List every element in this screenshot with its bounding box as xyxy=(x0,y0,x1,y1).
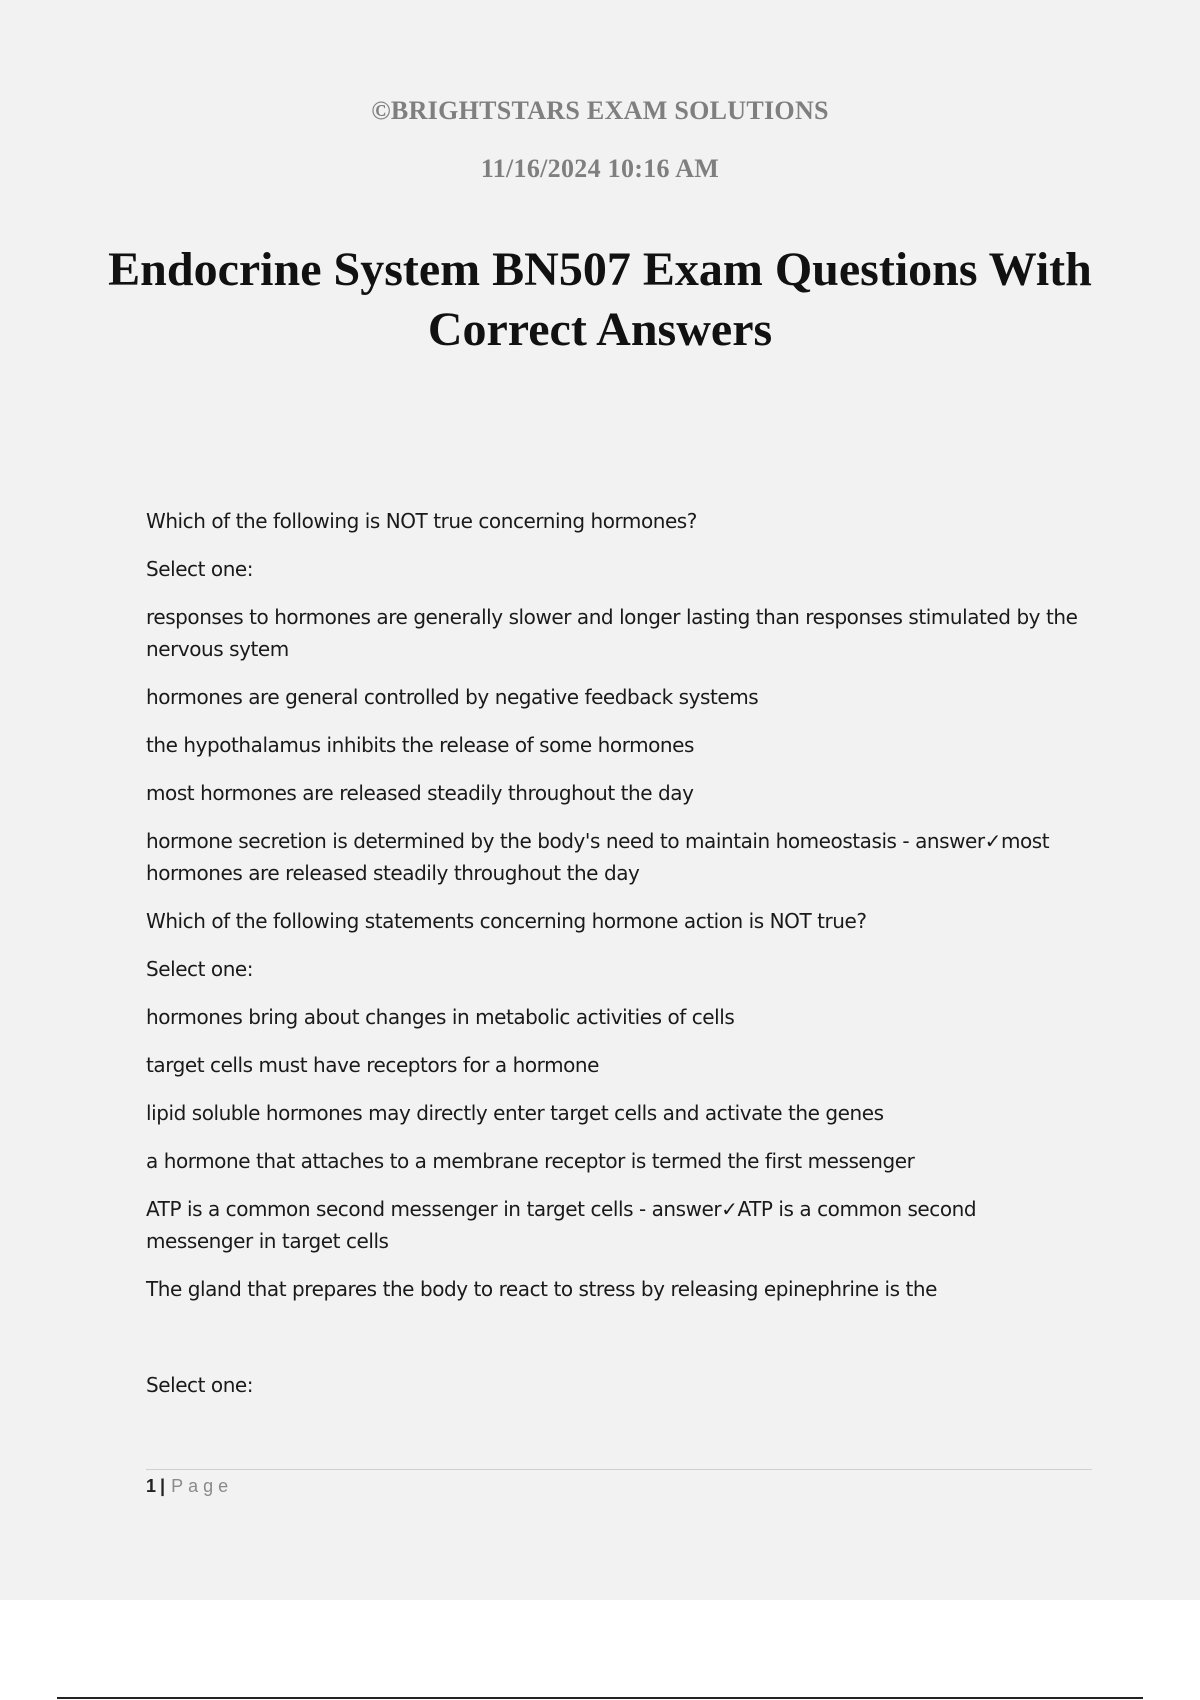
answer-option-with-answer: hormone secretion is determined by the body's need to maintain homeostasis - answer✓most hormones are released steadily throughout the day xyxy=(146,829,1050,885)
select-one-label: Select one: xyxy=(146,1373,254,1397)
page-label: Page xyxy=(171,1476,234,1496)
company-watermark: ©BRIGHTSTARS EXAM SOLUTIONS xyxy=(371,96,829,125)
select-one-label: Select one: xyxy=(146,957,254,981)
question-text: Which of the following is NOT true concerning hormones? xyxy=(146,509,697,533)
footer-divider xyxy=(146,1469,1092,1470)
header-datetime: 11/16/2024 10:16 AM xyxy=(480,154,720,183)
question-text: The gland that prepares the body to react to stress by releasing epinephrine is the xyxy=(146,1277,937,1301)
select-one-label: Select one: xyxy=(146,557,254,581)
answer-option: lipid soluble hormones may directly enter target cells and activate the genes xyxy=(146,1101,884,1125)
answer-option: responses to hormones are generally slower and longer lasting than responses stimulated by the nervous sytem xyxy=(146,605,1078,661)
answer-option: hormones are general controlled by negative feedback systems xyxy=(146,685,759,709)
page-number-footer xyxy=(146,1474,233,1498)
answer-option: hormones bring about changes in metabolic activities of cells xyxy=(146,1005,735,1029)
answer-option: a hormone that attaches to a membrane receptor is termed the first messenger xyxy=(146,1149,915,1173)
document-body xyxy=(146,505,1086,1417)
answer-option: most hormones are released steadily throughout the day xyxy=(146,781,694,805)
page-number: 1 xyxy=(146,1476,157,1496)
bottom-divider xyxy=(57,1697,1143,1699)
answer-option: target cells must have receptors for a hormone xyxy=(146,1053,599,1077)
question-text: Which of the following statements concerning hormone action is NOT true? xyxy=(146,909,867,933)
answer-option-with-answer: ATP is a common second messenger in target cells - answer✓ATP is a common second messenger in target cells xyxy=(146,1197,977,1253)
answer-option: the hypothalamus inhibits the release of some hormones xyxy=(146,733,694,757)
page-separator: | xyxy=(160,1476,166,1496)
document-title: Endocrine System BN507 Exam Questions With Correct Answers xyxy=(108,243,1092,356)
